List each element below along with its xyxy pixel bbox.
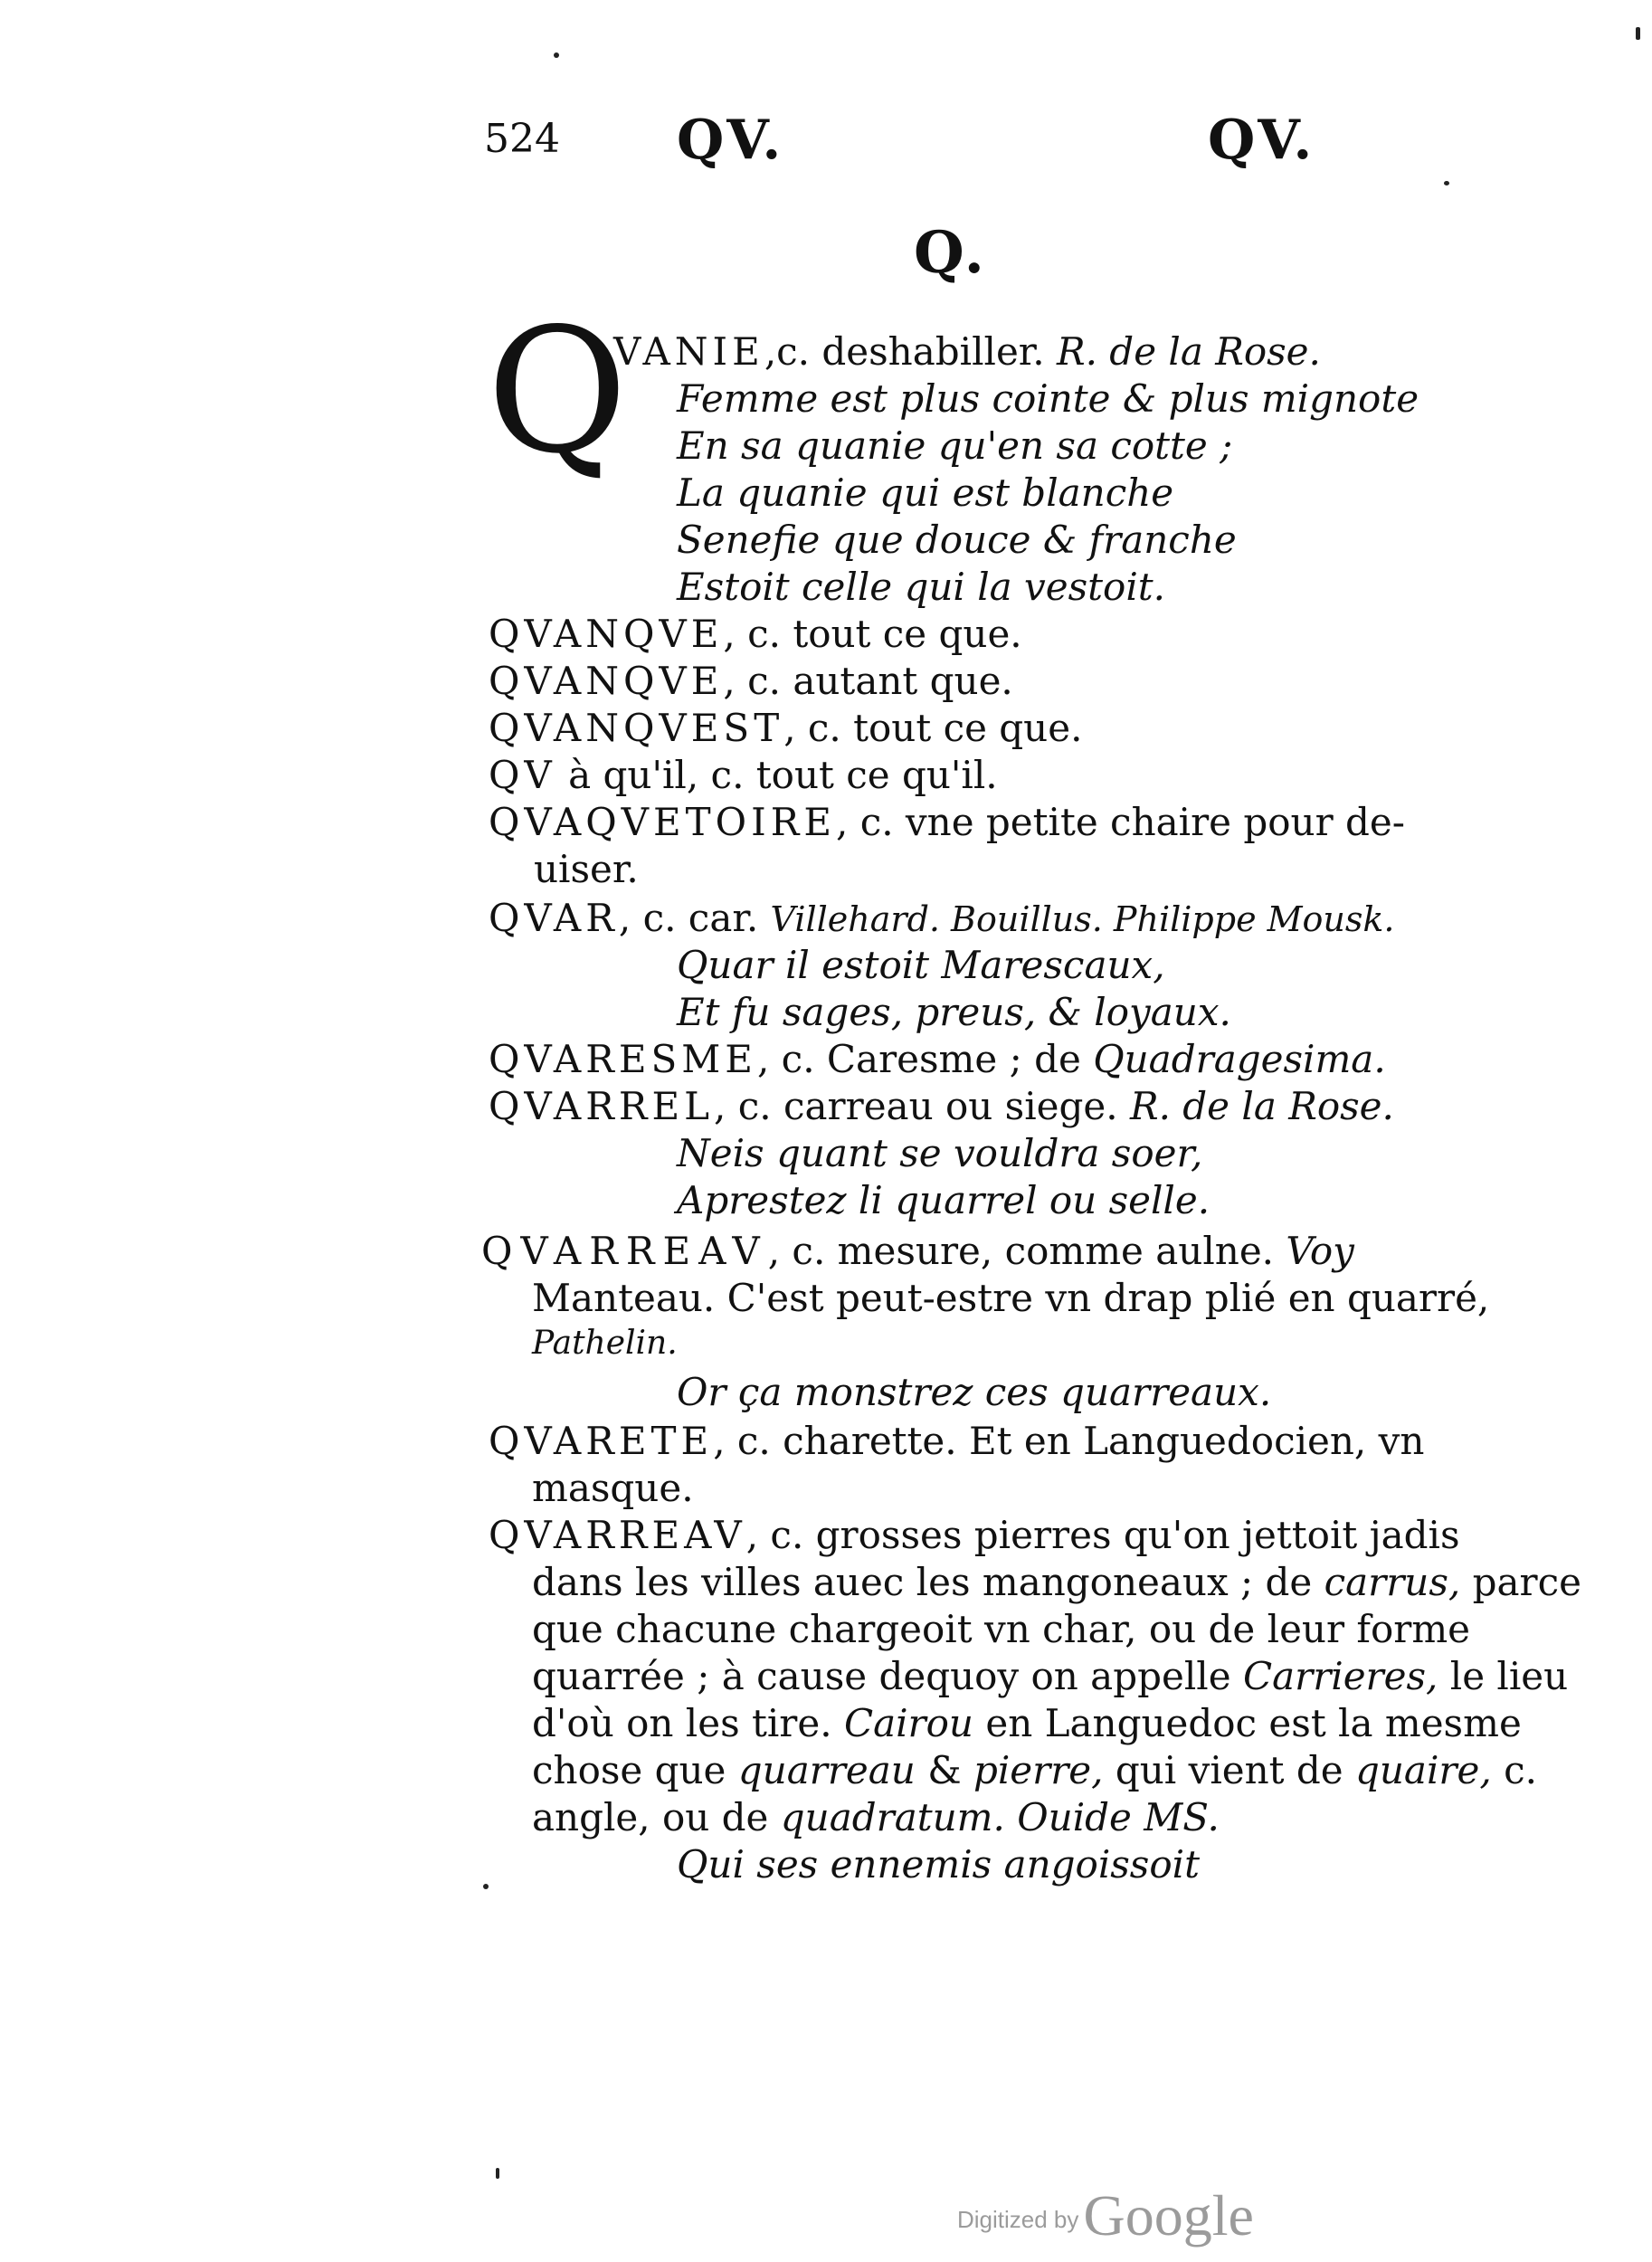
continuation-line <box>532 1654 1568 1699</box>
term: pierre, <box>973 1748 1104 1792</box>
term: Cairou <box>843 1701 973 1745</box>
text: & <box>927 1748 962 1792</box>
definition: , c. tout ce que. <box>723 612 1022 656</box>
verse-line: Aprestez li quarrel ou selle. <box>677 1178 1211 1222</box>
scan-speck <box>496 2168 499 2179</box>
headword: QVARREAV <box>489 1513 746 1557</box>
entry-line <box>489 800 1405 845</box>
continuation-line: masque. <box>532 1466 694 1510</box>
text: angle, ou de <box>532 1795 769 1839</box>
entry-line <box>489 706 1082 751</box>
text: chose que <box>532 1748 726 1792</box>
continuation-line <box>532 1560 1581 1605</box>
continuation-line <box>532 1701 1522 1746</box>
term: quarreau <box>737 1748 916 1792</box>
verse-line: Or ça monstrez ces quarreaux. <box>677 1370 1272 1414</box>
definition: , c. vne petite chaire pour de- <box>836 800 1405 844</box>
headword: QVAQVETOIRE <box>489 800 836 844</box>
latin-term: quadratum. <box>780 1795 1005 1839</box>
source-citation: Ouide MS. <box>1017 1795 1220 1839</box>
digitized-by-label: Digitized by <box>957 2206 1079 2233</box>
headword: QVANQVE <box>489 612 724 656</box>
scan-speck <box>483 1884 489 1889</box>
definition: , c. grosses pierres qu'on jettoit jadis <box>745 1513 1460 1557</box>
headword: QV <box>489 753 556 797</box>
entry-line <box>489 753 998 798</box>
definition: , c. tout ce que. <box>783 706 1083 750</box>
entry-line <box>481 1229 1354 1274</box>
headword: QVARREAV <box>481 1229 768 1273</box>
entry-line <box>489 896 1395 942</box>
continuation-line <box>532 1748 1537 1793</box>
source-citation: Villehard. Bouillus. Philippe Mousk. <box>770 899 1395 939</box>
source-citation: Voy <box>1286 1229 1354 1273</box>
source-citation: Pathelin. <box>532 1325 678 1362</box>
source-citation: R. de la Rose. <box>1056 329 1321 374</box>
verse-line: Quar il estoit Marescaux, <box>677 943 1165 987</box>
page-number: 524 <box>484 116 560 162</box>
entry-line <box>489 1037 1386 1082</box>
google-logo-text: Google <box>1083 2183 1254 2248</box>
definition: , c. Caresme ; de <box>756 1037 1081 1081</box>
text: dans les villes auec les mangoneaux ; de <box>532 1560 1313 1604</box>
continuation-line: Manteau. C'est peut-estre vn drap plié en quarré, <box>532 1276 1490 1320</box>
verse-line: Femme est plus cointe & plus mignote <box>677 376 1419 421</box>
entry-line <box>489 1419 1424 1464</box>
text: qui vient de <box>1115 1748 1343 1792</box>
definition: ,c. deshabiller. <box>764 329 1045 374</box>
entry-line <box>489 612 1022 657</box>
definition: , c. charette. Et en Languedocien, vn <box>713 1419 1425 1463</box>
definition: à qu'il, c. tout ce qu'il. <box>555 753 998 797</box>
verse-line: La quanie qui est blanche <box>677 470 1174 515</box>
verse-line: Estoit celle qui la vestoit. <box>677 565 1165 609</box>
entry-headword-line <box>613 329 1321 375</box>
headword: QVARREL <box>489 1084 715 1128</box>
text: parce <box>1472 1560 1582 1604</box>
digitized-by-watermark <box>957 2182 1254 2255</box>
scan-speck <box>1444 181 1449 185</box>
scan-speck <box>1636 27 1640 40</box>
running-head-left: QV. <box>677 109 784 172</box>
drop-cap-initial: Q <box>487 291 628 491</box>
section-letter: Q. <box>914 219 987 287</box>
headword: QVARESME <box>489 1037 757 1081</box>
definition: , c. car. <box>618 896 759 940</box>
definition: , c. mesure, comme aulne. <box>767 1229 1275 1273</box>
latin-term: carrus, <box>1324 1560 1461 1604</box>
scan-speck <box>554 52 559 58</box>
source-citation: Quadragesima. <box>1093 1037 1386 1081</box>
entry-line <box>489 1084 1394 1129</box>
verse-line: Neis quant se vouldra soer, <box>677 1131 1203 1175</box>
text: quarrée ; à cause dequoy on appelle <box>532 1654 1231 1698</box>
verse-line: Senefie que douce & franche <box>677 518 1237 562</box>
headword: QVANQVEST <box>489 706 784 750</box>
verse-line: En sa quanie qu'en sa cotte ; <box>677 423 1233 468</box>
running-head-right: QV. <box>1208 109 1315 172</box>
text: c. <box>1504 1748 1537 1792</box>
text: en Languedoc est la mesme <box>985 1701 1522 1745</box>
headword: QVANQVE <box>489 659 724 703</box>
continuation-line: que chacune chargeoit vn char, ou de leur forme <box>532 1607 1470 1651</box>
definition: , c. carreau ou siege. <box>714 1084 1118 1128</box>
term: quaire, <box>1355 1748 1492 1792</box>
term: Carrieres, <box>1242 1654 1438 1698</box>
continuation-line: uiser. <box>534 847 639 891</box>
entry-line <box>489 659 1013 704</box>
text: d'où on les tire. <box>532 1701 832 1745</box>
text: le lieu <box>1449 1654 1569 1698</box>
verse-line: Qui ses ennemis angoissoit <box>677 1842 1200 1887</box>
headword: QVARETE <box>489 1419 714 1463</box>
definition: , c. autant que. <box>723 659 1013 703</box>
headword: VANIE <box>613 329 764 374</box>
source-citation: R. de la Rose. <box>1129 1084 1394 1128</box>
continuation-line <box>532 1795 1220 1840</box>
entry-line <box>489 1513 1460 1558</box>
headword: QVAR <box>489 896 619 940</box>
verse-line: Et fu sages, preus, & loyaux. <box>677 990 1231 1034</box>
